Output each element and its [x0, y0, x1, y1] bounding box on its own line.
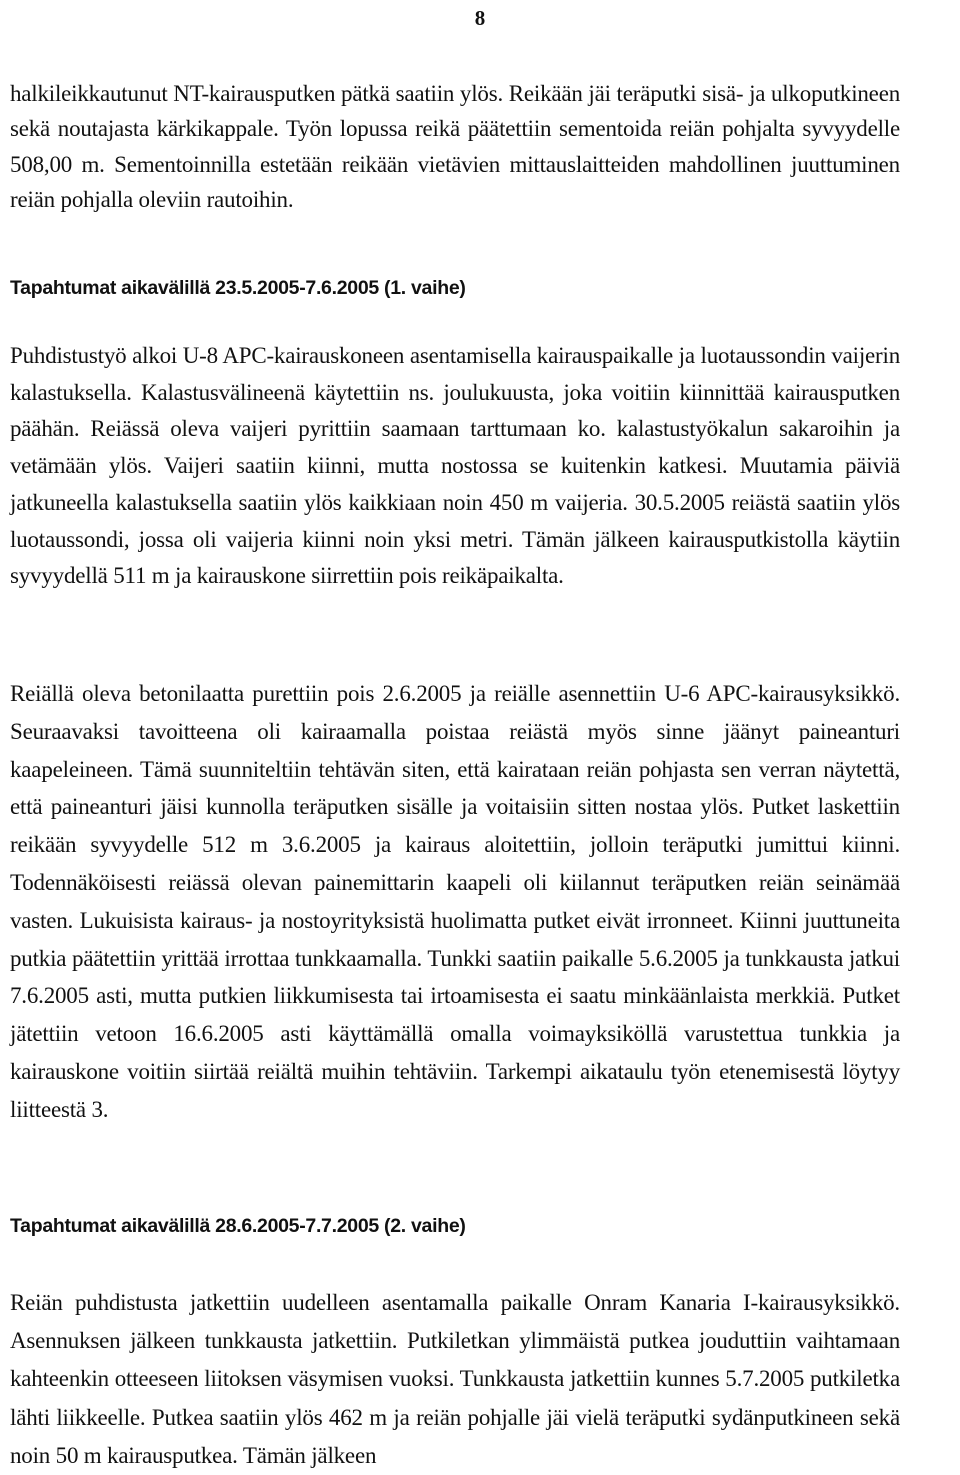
page-number: 8 — [474, 6, 486, 30]
paragraph-cleaning-work: Puhdistustyö alkoi U-8 APC-kairauskoneen asentamisella kairauspaikalle ja luotaussondin vaijerin kalastuksella. Kalastusvälineenä käytettiin ns. joulukuusta, joka voitiin kiinnittää kairausputken päähän. Reiässä oleva vaijeri pyrittiin saamaan tarttumaan ko. kalastustyökalun sakaroihin ja vetämään ylös. Vaijeri saatiin kiinni, mutta nostossa se kuitenkin katkesi. Muutamia päiviä jatkuneella kalastuksella saatiin ylös kaikkiaan noin 450 m vaijeria. 30.5.2005 reiästä saatiin ylös luotaussondi, jossa oli vaijeria kiinni noin yksi metri. Tämän jälkeen kairausputkistolla käytiin syvyydellä 511 m ja kairauskone siirrettiin pois reikäpaikalta. — [10, 343, 900, 589]
heading-phase-1: Tapahtumat aikavälillä 23.5.2005-7.6.2005 (1. vaihe) — [10, 277, 466, 299]
heading-phase-2: Tapahtumat aikavälillä 28.6.2005-7.7.2005 (2. vaihe) — [10, 1215, 466, 1237]
paragraph-continued-cleaning: Reiän puhdistusta jatkettiin uudelleen asentamalla paikalle Onram Kanaria I-kairausyksikkö. Asennuksen jälkeen tunkkausta jatkettiin. Putkiletkan ylimmäistä putkea jouduttiin vaihtamaan kahteenkin otteeseen liitoksen väsymisen vuoksi. Tunkkausta jatkettiin kunnes 5.7.2005 putkiletka lähti liikkeelle. Putkea saatiin ylös 462 m ja reiän pohjalle jäi vielä teräputki sydänputkineen sekä noin 50 m kairausputkea. Tämän jälkeen — [10, 1290, 900, 1468]
paragraph-drill-pipe-remnants: halkileikkautunut NT-kairausputken pätkä saatiin ylös. Reikään jäi teräputki sisä- ja ulkoputkineen sekä noutajasta kärkikappale. Työn lopussa reikä päätettiin sementoida reiän pohjalta syvyydelle 508,00 m. Sementoinnilla estetään reikään vietävien mittauslaitteiden mahdollinen juuttuminen reiän pohjalla oleviin rautoihin. — [10, 81, 900, 212]
paragraph-concrete-slab-removal: Reiällä oleva betonilaatta purettiin pois 2.6.2005 ja reiälle asennettiin U-6 APC-kairausyksikkö. Seuraavaksi tavoitteena oli kairaamalla poistaa reiästä myös sinne jäänyt paineanturi kaapeleineen. Tämä suunniteltiin tehtävän siten, että kairataan reiän pohjasta sen verran näytettä, että paineanturi jäisi kunnolla teräputken sisälle ja voitaisiin sitten nostaa ylös. Putket laskettiin reikään syvyydelle 512 m 3.6.2005 ja kairaus aloitettiin, jolloin teräputki jumittui kiinni. Todennäköisesti reiässä olevan painemittarin kaapeli oli kiilannut teräputken reiän seinämää vasten. Lukuisista kairaus- ja nostoyrityksistä huolimatta putket eivät irronneet. Kiinni juuttuneita putkia päätettiin yrittää irrottaa tunkkaamalla. Tunkki saatiin paikalle 5.6.2005 ja tunkkausta jatkui 7.6.2005 asti, mutta putkien liikkumisesta tai irtoamisesta ei saatu minkäänlaista merkkiä. Putket jätettiin vetoon 16.6.2005 asti käyttämällä omalla voimayksiköllä varustettua tunkkia ja kairauskone voitiin siirtää reiältä muihin tehtäviin. Tarkempi aikataulu työn etenemisestä löytyy liitteestä 3. — [10, 681, 900, 1122]
